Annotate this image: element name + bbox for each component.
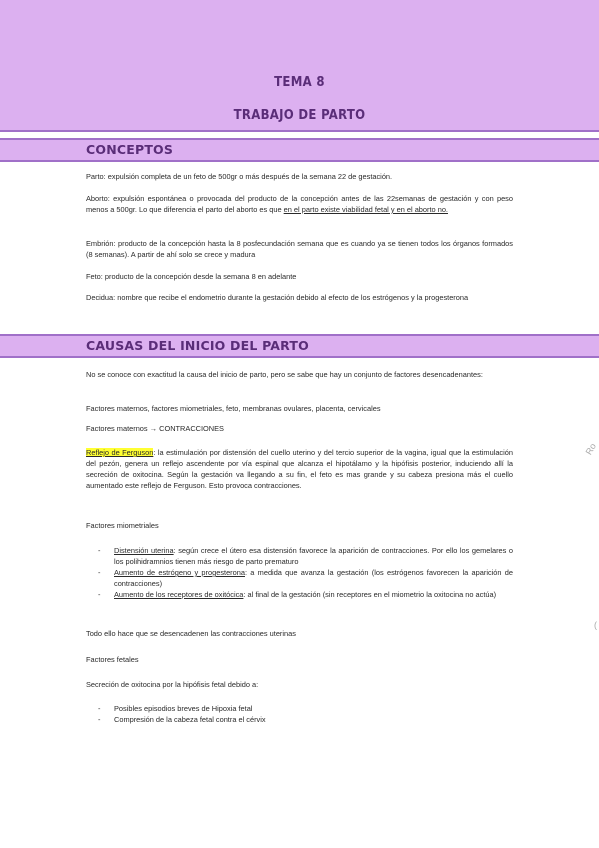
ferguson-highlight: Reflejo de Ferguson — [86, 448, 154, 457]
item-text: : a medida que avanza la gestación (los estrógenos favorecen la aparición de contracciones) — [114, 568, 513, 588]
list-item — [86, 714, 513, 725]
bullet-dash: - — [98, 590, 101, 599]
header-band — [0, 0, 599, 132]
ferguson-text: : la estimulación por distensión del cuello uterino y del tercio superior de la vagina, igual que la estimulación del pezón, genera un reflejo ascendente por vía espinal que alcanza el hipotálamo y la hipófisis posterior, induciendo allí la secreción de oxitocina. Según la gestación va llegando a su fin, el feto es mas grande y su cabeza presiona más el cuello aumentado este reflejo de Ferguson. Esto provoca contracciones. — [86, 448, 513, 490]
list-item — [86, 589, 513, 600]
section-bar-causas — [0, 334, 599, 358]
paragraph-aborto — [86, 193, 513, 215]
paragraph-factores-maternos: Factores maternos → CONTRACCIONES — [86, 424, 224, 433]
bullet-dash: - — [98, 568, 101, 577]
bullet-dash: - — [98, 715, 101, 724]
margin-mark: ( — [594, 620, 597, 630]
paragraph-embrion: Embrión: producto de la concepción hasta la 8 posfecundación semana que es cuando ya se tienen todos los órganos formados (8 semanas). A partir de ahí solo se crece y madura — [86, 239, 513, 259]
item-label: Aumento de estrógeno y progesterona — [114, 568, 245, 577]
paragraph-factores-list: Factores maternos, factores miometriales, feto, membranas ovulares, placenta, cervicales — [86, 404, 381, 413]
heading-miometriales: Factores miometriales — [86, 521, 159, 530]
aborto-underlined: en el parto existe viabilidad fetal y en el aborto no. — [283, 205, 448, 214]
section-bar-conceptos — [0, 138, 599, 162]
list-fetales — [86, 703, 513, 725]
item-label: Distensión uterina — [114, 546, 174, 555]
item-text: : al final de la gestación (sin receptores en el miometrio la oxitocina no actúa) — [243, 590, 497, 599]
bullet-dash: - — [98, 546, 101, 555]
list-item — [86, 545, 513, 567]
paragraph-feto: Feto: producto de la concepción desde la semana 8 en adelante — [86, 272, 297, 281]
paragraph-parto: Parto: expulsión completa de un feto de 500gr o más después de la semana 22 de gestación. — [86, 172, 393, 181]
item-text: Compresión de la cabeza fetal contra el cérvix — [114, 715, 266, 724]
paragraph-todo-ello: Todo ello hace que se desencadenen las contracciones uterinas — [86, 629, 296, 638]
paragraph-decidua: Decidua: nombre que recibe el endometrio durante la gestación debido al efecto de los estrógenos y la progesterona — [86, 293, 469, 302]
item-text: : según crece el útero esa distensión favorece la aparición de contracciones. Por ello los gemelares o los polihidramnios tienen más riesgo de parto prematuro — [114, 546, 513, 566]
paragraph-secrecion: Secreción de oxitocina por la hipófisis fetal debido a: — [86, 680, 259, 689]
margin-mark: Ro — [584, 441, 599, 457]
document-title: TRABAJO DE PARTO — [233, 108, 366, 123]
section-title-conceptos: CONCEPTOS — [86, 142, 174, 157]
list-item — [86, 567, 513, 589]
section-title-causas: CAUSAS DEL INICIO DEL PARTO — [86, 338, 309, 353]
item-label: Aumento de los receptores de oxitócica — [114, 590, 244, 599]
list-item — [86, 703, 513, 714]
bullet-dash: - — [98, 704, 101, 713]
item-text: Posibles episodios breves de Hipoxia fetal — [114, 704, 253, 713]
paragraph-intro: No se conoce con exactitud la causa del inicio de parto, pero se sabe que hay un conjunto de factores desencadenantes: — [86, 370, 483, 379]
tema-number: TEMA 8 — [274, 75, 325, 90]
aborto-text: Aborto: expulsión espontánea o provocada del producto de la concepción antes de las 22semanas de gestación y con peso menos a 500gr. Lo que diferencia el parto del aborto es que — [86, 194, 513, 214]
list-miometriales — [86, 545, 513, 600]
heading-fetales: Factores fetales — [86, 655, 139, 664]
paragraph-ferguson — [86, 447, 513, 491]
